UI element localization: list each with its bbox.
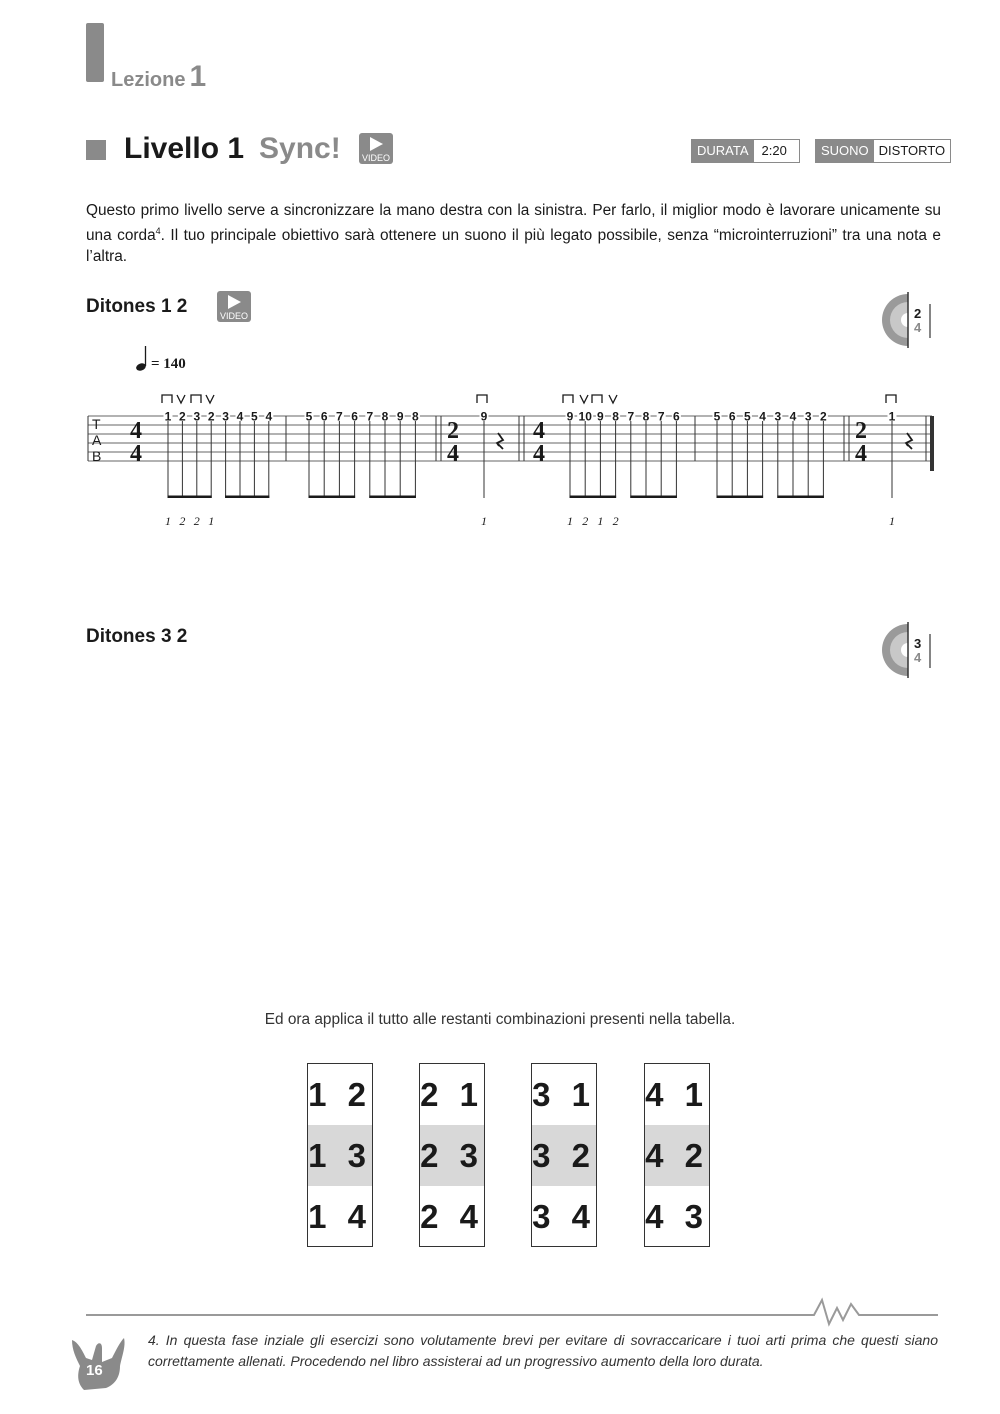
time-sig-den: 4 <box>533 441 545 467</box>
time-sig-den: 4 <box>447 441 459 467</box>
section-title-ditones-12: Ditones 1 2 <box>86 296 188 317</box>
tempo-value: = 140 <box>151 356 186 372</box>
level-subtitle: Sync! <box>259 132 341 165</box>
cd-track-number: 2 <box>914 306 922 321</box>
fingering-number: 1 <box>597 514 604 528</box>
pick-strokes <box>162 395 896 403</box>
time-sig-num: 4 <box>130 418 142 444</box>
tab-note: 6 <box>351 409 358 424</box>
tab-note: 5 <box>744 409 751 424</box>
svg-text:B: B <box>92 448 102 464</box>
note-beam <box>570 496 617 499</box>
tab-note: 8 <box>642 409 650 424</box>
fingering-number: 2 <box>179 514 186 528</box>
cd-disc-number: 4 <box>914 650 922 665</box>
combo-cell: 2 4 <box>420 1198 484 1235</box>
tab-note: 4 <box>789 409 797 424</box>
tab-note: 9 <box>396 409 404 424</box>
duration-badge <box>691 139 800 163</box>
combo-cell: 3 1 <box>532 1076 596 1113</box>
tab-note: 5 <box>251 409 258 424</box>
note-beam <box>309 496 356 499</box>
cd-track-icon <box>880 620 936 680</box>
tempo-marking <box>135 346 186 372</box>
note-beam <box>717 496 764 499</box>
level-video-button[interactable] <box>359 133 393 164</box>
time-sig-num: 2 <box>447 418 459 444</box>
combo-cell: 2 3 <box>420 1125 484 1186</box>
tab-note: 10 <box>578 409 592 424</box>
combo-cell: 4 2 <box>645 1125 709 1186</box>
note-beam <box>369 496 416 499</box>
note-beam <box>225 496 269 499</box>
time-sig-den: 4 <box>855 441 867 467</box>
combo-box <box>419 1063 485 1247</box>
tab-note: 1 <box>164 409 172 424</box>
tab-note: 7 <box>627 409 635 424</box>
page-number: 16 <box>86 1362 103 1379</box>
tab-note: 7 <box>336 409 343 424</box>
section-title-ditones-32: Ditones 3 2 <box>86 626 188 647</box>
play-icon <box>370 137 383 151</box>
tablature <box>80 345 950 540</box>
tab-note: 2 <box>207 409 215 424</box>
tab-note: 4 <box>265 409 273 424</box>
time-sig-num: 2 <box>855 418 867 444</box>
tab-note: 5 <box>713 409 721 424</box>
rest-symbols <box>497 433 912 449</box>
fingering-number: 1 <box>567 514 573 528</box>
note-beam <box>630 496 677 499</box>
combo-cell: 1 3 <box>308 1125 372 1186</box>
combo-cell: 3 4 <box>532 1198 596 1235</box>
fingering-number: 1 <box>208 514 215 528</box>
combo-cell: 4 3 <box>645 1198 709 1235</box>
fingering-number: 1 <box>165 514 171 528</box>
tab-note: 9 <box>480 409 488 424</box>
tab-note: 2 <box>820 409 827 424</box>
section-video-button[interactable] <box>217 291 251 322</box>
level-square-icon <box>86 140 106 160</box>
tab-note: 3 <box>193 409 201 424</box>
cd-track-icon <box>880 290 936 350</box>
cd-disc-number: 4 <box>914 320 922 335</box>
fingering-number: 2 <box>582 514 589 528</box>
apply-instruction: Ed ora applica il tutto alle restanti combinazioni presenti nella tabella. <box>264 1011 736 1028</box>
tab-note: 5 <box>305 409 313 424</box>
tab-note: 6 <box>673 409 680 424</box>
fingering-number: 2 <box>612 514 619 528</box>
combo-cell: 3 2 <box>532 1125 596 1186</box>
duration-value: 2:20 <box>754 140 799 162</box>
time-sig-num: 4 <box>533 418 545 444</box>
combo-cell: 1 4 <box>308 1198 372 1235</box>
level-title: Livello 1 <box>124 132 245 165</box>
tab-note: 3 <box>774 409 782 424</box>
play-icon <box>228 295 241 309</box>
fingering-number: 1 <box>481 514 487 528</box>
combo-cell: 2 1 <box>420 1076 484 1113</box>
intro-paragraph: Questo primo livello serve a sincronizzare la mano destra con la sinistra. Per farlo, il miglior modo è lavorare unicamente su una corda$^4$. Il tuo principale obiettivo sarà ottenere un suono il più legato possibile, senza “microinterruzioni” tra una nota e l’altra. <box>86 202 941 266</box>
svg-text:A: A <box>92 432 102 448</box>
tab-note: 4 <box>759 409 766 424</box>
fingering-number: 2 <box>193 514 200 528</box>
combo-cell: 1 2 <box>308 1076 372 1113</box>
cd-track-number: 3 <box>914 636 922 651</box>
combo-cell: 4 1 <box>645 1076 709 1113</box>
fingering-number: 1 <box>889 514 895 528</box>
tab-note: 7 <box>657 409 665 424</box>
footnote: 4. In questa fase inziale gli esercizi sono volutamente brevi per evitare di sovraccaricare i tuoi arti prima che questi siano correttamente allenati. Procedendo nel libro assisterai ad un progressivo aumento della loro durata. <box>148 1332 938 1369</box>
combo-box <box>531 1063 597 1247</box>
sound-value: DISTORTO <box>874 140 950 162</box>
tab-note: 8 <box>612 409 619 424</box>
lesson-label: Lezione 1 <box>111 60 207 93</box>
tab-note: 6 <box>320 409 328 424</box>
video-label: VIDEO <box>219 311 248 321</box>
tab-notes <box>164 410 897 499</box>
sound-label: SUONO <box>816 140 874 162</box>
tab-clef <box>92 416 102 464</box>
tab-note: 9 <box>597 409 604 424</box>
footer-rule <box>86 1296 940 1328</box>
barlines <box>88 416 932 471</box>
tab-note: 6 <box>728 409 736 424</box>
tab-note: 7 <box>366 409 374 424</box>
tab-note: 3 <box>804 409 812 424</box>
note-beam <box>777 496 824 499</box>
tab-note: 2 <box>179 409 186 424</box>
duration-label: DURATA <box>692 140 754 162</box>
tab-note: 3 <box>222 409 229 424</box>
lesson-number: 1 <box>189 60 207 93</box>
tab-note: 8 <box>412 409 419 424</box>
combo-box <box>644 1063 710 1247</box>
video-label: VIDEO <box>361 153 390 163</box>
note-beam <box>168 496 212 499</box>
tab-note: 4 <box>236 409 244 424</box>
combo-box <box>307 1063 373 1247</box>
tab-note: 1 <box>888 409 896 424</box>
tab-note: 9 <box>566 409 574 424</box>
time-sig-den: 4 <box>130 441 142 467</box>
tab-note: 8 <box>381 409 389 424</box>
sound-badge <box>815 139 951 163</box>
footnote-ref[interactable]: 4 <box>155 226 161 236</box>
svg-text:T: T <box>92 416 101 432</box>
lesson-bar <box>86 23 104 82</box>
fingerings <box>165 514 895 528</box>
